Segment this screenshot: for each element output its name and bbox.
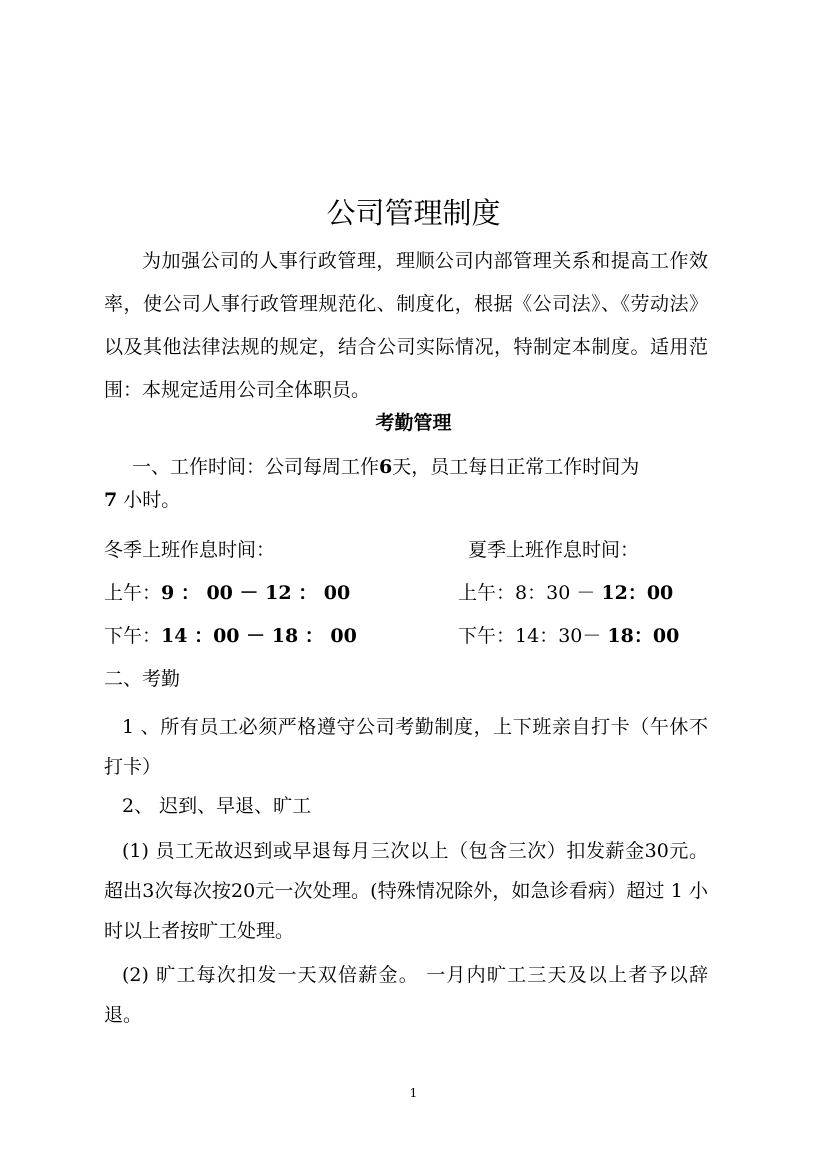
- summer-am-label: 上午：: [458, 582, 516, 604]
- intro-paragraph: 为加强公司的人事行政管理，理顺公司内部管理关系和提高工作效率，使公司人事行政管理规范化、制度化，根据《公司法》、《劳动法》以及其他法律法规的规定，结合公司实际情况，特制定本制度。适用范围：本规定适用公司全体职员。: [104, 250, 708, 401]
- work-hours-line: [104, 485, 180, 515]
- summer-pm-start: 14：30－: [515, 625, 602, 647]
- winter-pm-row: [104, 621, 357, 651]
- summer-am-end: 12：00: [601, 582, 674, 604]
- summer-am-start: 8：30 －: [515, 582, 596, 604]
- winter-am-row: [104, 578, 350, 608]
- work-hours-value: 7: [104, 489, 118, 511]
- work-time-line: [104, 452, 708, 482]
- winter-pm-label: 下午：: [104, 625, 162, 647]
- rule-1: 1 、所有员工必须严格遵守公司考勤制度，上下班亲自打卡（午休不打卡）: [104, 716, 708, 778]
- work-time-suffix: 小时。: [123, 489, 181, 511]
- summer-am-row: [458, 578, 673, 608]
- section-title: 考勤管理: [375, 412, 452, 434]
- rule-2-item-1: (1) 员工无故迟到或早退每月三次以上（包含三次）扣发薪金30元。超出3次每次按20元一次处理。(特殊情况除外，如急诊看病）超过 1 小时以上者按旷工处理。: [104, 840, 708, 942]
- work-time-prefix: 一、工作时间：公司每周工作: [132, 456, 380, 478]
- summer-schedule-label: 夏季上班作息时间：: [468, 539, 640, 561]
- winter-schedule-label: 冬季上班作息时间：: [104, 539, 276, 561]
- attendance-heading: 二、考勤: [104, 668, 181, 690]
- summer-pm-label: 下午：: [458, 625, 516, 647]
- winter-pm-time: 14 ：00 － 18 ： 00: [161, 625, 357, 647]
- work-time-middle: 天，员工每日正常工作时间为: [392, 456, 640, 478]
- work-days-value: 6: [379, 456, 393, 478]
- rule-2-item-2: (2) 旷工每次扣发一天双倍薪金。 一月内旷工三天及以上者予以辞退。: [104, 964, 708, 1026]
- page-number: 1: [409, 1086, 418, 1100]
- winter-am-time: 9 ： 00 － 12 ： 00: [161, 582, 351, 604]
- document-title: 公司管理制度: [326, 196, 501, 230]
- summer-pm-end: 18：00: [607, 625, 680, 647]
- summer-pm-row: [458, 621, 679, 651]
- rule-2: 2、 迟到、早退、旷工: [122, 795, 312, 817]
- winter-am-label: 上午：: [104, 582, 162, 604]
